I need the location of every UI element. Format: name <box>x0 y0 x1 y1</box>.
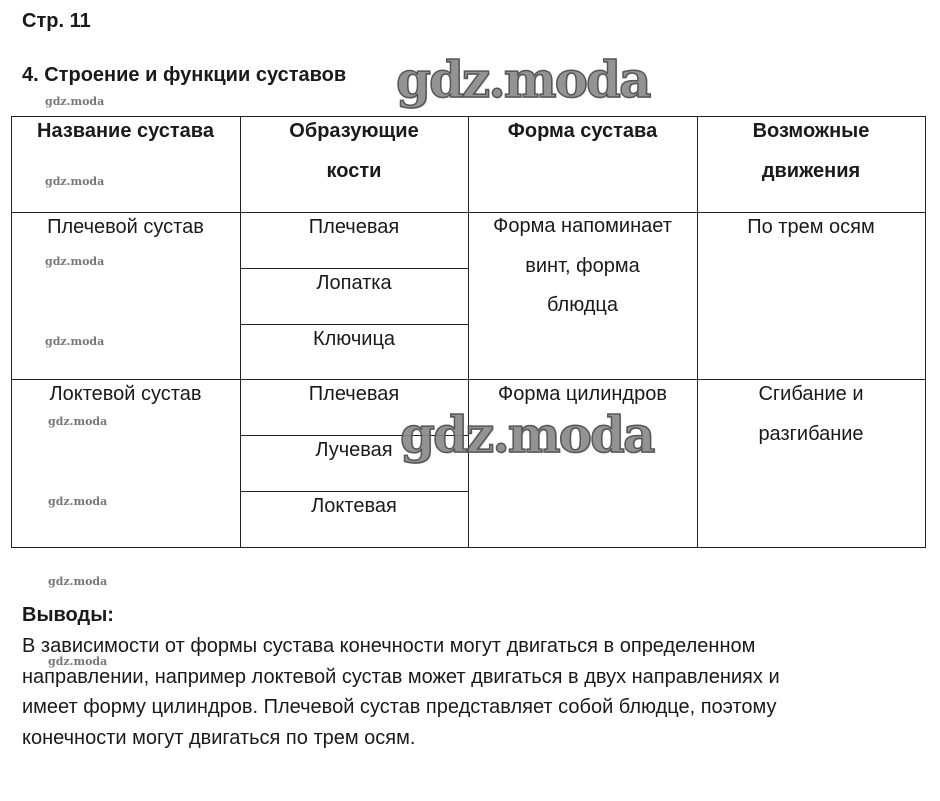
header-movements: Возможные движения <box>752 120 870 182</box>
watermark-logo: gdz.moda <box>396 50 650 109</box>
conclusions-text: В зависимости от формы сустава конечности могут двигаться в определенном направлении, например локтевой сустав может двигаться в двух направлениях и имеет форму цилиндров. Плечевой сустав представляет собой блюдце, поэтому конечности могут двигаться по трем осям. <box>22 635 780 750</box>
header-joint-name: Название сустава <box>37 120 214 142</box>
cell-joint: Плечевой сустав <box>47 216 204 238</box>
watermark: gdz.moda <box>45 95 105 108</box>
watermark: gdz.moda <box>48 415 108 428</box>
cell-movements: Сгибание и разгибание <box>758 383 864 445</box>
cell-bone: Локтевая <box>311 495 397 517</box>
page-label: Стр. 11 <box>22 10 91 32</box>
watermark: gdz.moda <box>45 335 105 348</box>
cell-bone: Лучевая <box>315 439 393 461</box>
cell-shape: Форма напоминает винт, форма блюдца <box>493 215 672 316</box>
header-bones: Образующие кости <box>289 120 419 182</box>
cell-shape: Форма цилиндров <box>498 383 667 405</box>
watermark: gdz.moda <box>48 655 108 668</box>
table-divider <box>468 116 469 548</box>
conclusions-title: Выводы: <box>22 604 114 626</box>
watermark: gdz.moda <box>48 495 108 508</box>
cell-bone: Плечевая <box>308 383 400 405</box>
cell-bone: Плечевая <box>308 216 400 238</box>
table-border-right <box>925 116 926 548</box>
watermark: gdz.moda <box>45 175 105 188</box>
watermark: gdz.moda <box>48 575 108 588</box>
cell-joint: Локтевой сустав <box>49 383 202 405</box>
cell-bone: Лопатка <box>316 272 392 294</box>
table-border-left <box>11 116 12 548</box>
header-shape: Форма сустава <box>507 120 658 142</box>
cell-bone: Ключица <box>312 328 396 350</box>
watermark: gdz.moda <box>45 255 105 268</box>
watermark-logo: gdz.moda <box>400 405 654 464</box>
cell-movements: По трем осям <box>747 216 875 238</box>
section-title: 4. Строение и функции суставов <box>22 64 347 86</box>
